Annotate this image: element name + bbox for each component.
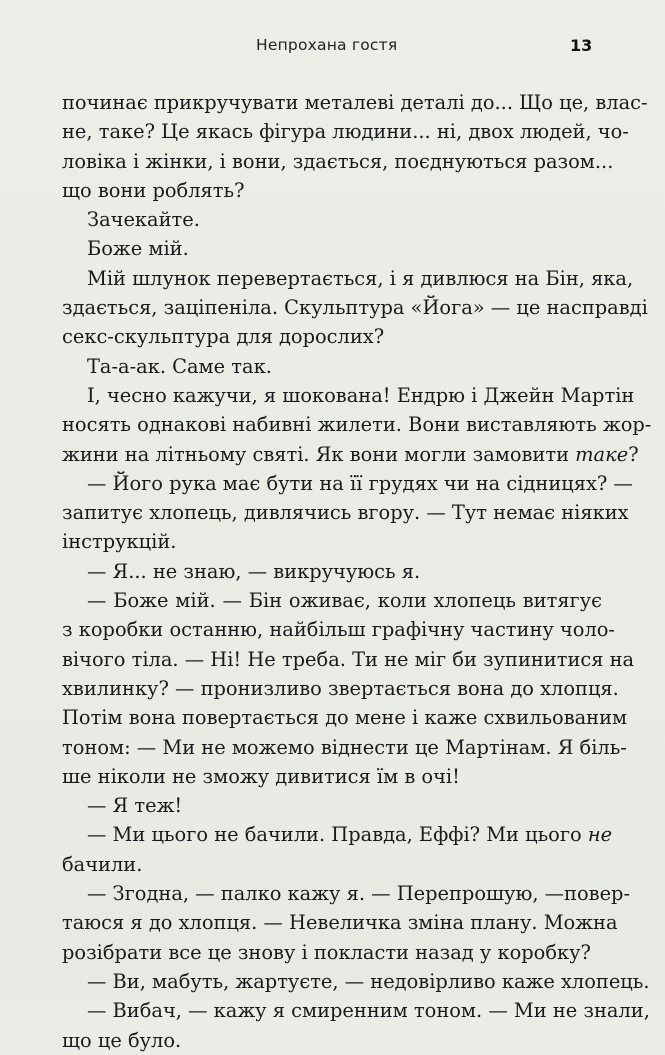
text-line: що вони роблять? <box>62 178 245 202</box>
text-line: інструкцій. <box>62 530 177 554</box>
text-line: розібрати все це знову і покласти назад у коробку? <box>62 940 591 964</box>
italic-word: не <box>587 823 613 847</box>
text-line: — Його рука має бути на її грудях чи на сідницях? — <box>87 471 633 495</box>
page-number: 13 <box>570 36 593 55</box>
text-line: тоном: — Ми не можемо віднести це Мартінам. Я біль- <box>62 735 627 759</box>
text-span: жини на літньому святі. Як вони могли замовити <box>62 442 576 466</box>
text-line <box>62 820 613 849</box>
text-line: ловіка і жінки, і вони, здається, поєднуються разом... <box>62 149 614 173</box>
running-head <box>0 36 665 60</box>
italic-word: таке <box>575 442 629 466</box>
text-line: хвилинку? — пронизливо звертається вона до хлопця. <box>62 676 619 700</box>
text-line: Потім вона повертається до мене і каже схвильованим <box>62 706 628 730</box>
text-line: носять однакові набивні жилети. Вони виставляють жор- <box>62 413 652 437</box>
text-line: бачили. <box>62 852 143 876</box>
text-line: не, таке? Це якась фігура людини... ні, двох людей, чо- <box>62 120 629 144</box>
text-line: — Я... не знаю, — викручуюсь я. <box>87 559 421 583</box>
text-span: — Ми цього не бачили. Правда, Еффі? Ми цього <box>87 823 588 847</box>
text-line: вічого тіла. — Ні! Не треба. Ти не міг би зупинитися на <box>62 647 635 671</box>
text-line: Та-а-ак. Саме так. <box>87 354 272 378</box>
text-line: з коробки останню, найбільш графічну частину чоло- <box>62 618 615 642</box>
text-line: — Боже мій. — Бін оживає, коли хлопець витягує <box>87 589 602 613</box>
text-line: — Згодна, — палко кажу я. — Перепрошую, —повер- <box>87 882 631 906</box>
text-line: Зачекайте. <box>87 208 200 232</box>
text-line: запитує хлопець, дивлячись вгору. — Тут немає ніяких <box>62 501 629 525</box>
running-title: Непрохана гостя <box>256 36 398 54</box>
text-line: здається, заціпеніла. Скульптура «Йога» — це насправді <box>62 296 648 320</box>
text-span: ? <box>628 442 639 466</box>
text-line: — Вибач, — кажу я смиренним тоном. — Ми не знали, <box>87 999 650 1023</box>
text-line: Мій шлунок перевертається, і я дивлюся на Бін, яка, <box>87 266 634 290</box>
text-line: Боже мій. <box>87 237 189 261</box>
text-line: ше ніколи не зможу дивитися їм в очі! <box>62 764 460 788</box>
text-line: таюся я до хлопця. — Невеличка зміна плану. Можна <box>62 911 618 935</box>
text-line: що це було. <box>62 1028 182 1052</box>
text-line: починає прикручувати металеві деталі до... Що це, влас- <box>62 91 648 114</box>
text-line <box>62 440 639 469</box>
text-line: — Я теж! <box>87 794 183 818</box>
text-line: секс-скульптура для дорослих? <box>62 325 385 349</box>
text-line: — Ви, мабуть, жартуєте, — недовірливо каже хлопець. <box>87 969 650 993</box>
body-text <box>62 88 652 1055</box>
text-line: І, чесно кажучи, я шокована! Ендрю і Джейн Мартін <box>87 383 635 407</box>
